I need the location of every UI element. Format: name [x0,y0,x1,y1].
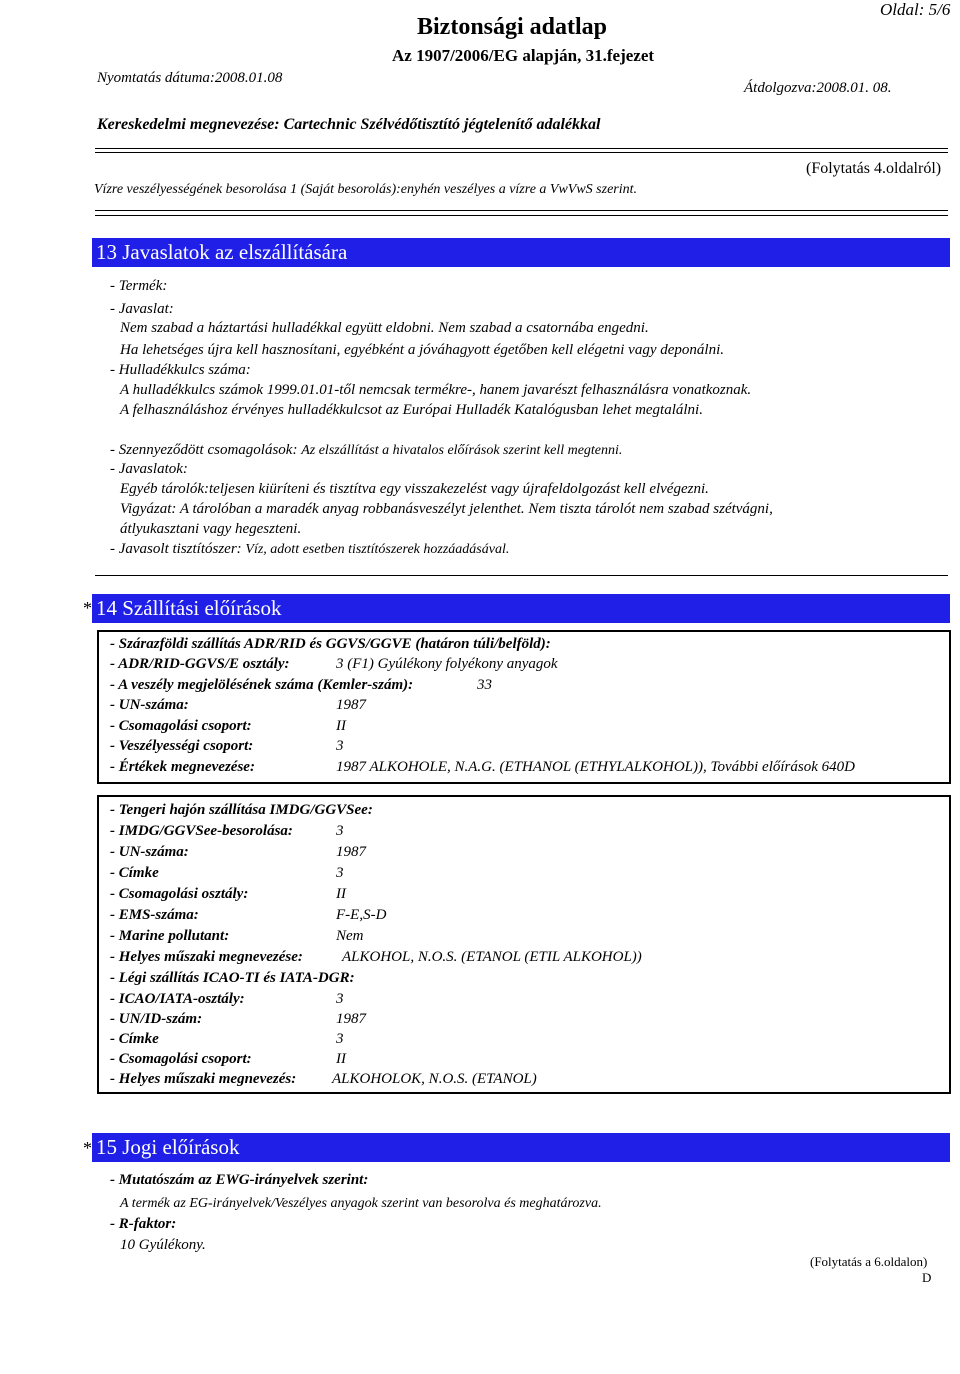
continued-from: (Folytatás 4.oldalról) [806,160,942,177]
sea-row-value: 3 [336,823,344,839]
r-factor-value: 10 Gyúlékony. [120,1237,206,1253]
print-date: Nyomtatás dátuma:2008.01.08 [97,70,283,86]
change-marker-14: * [83,598,92,618]
ewg-value: A termék az EG-irányelvek/Veszélyes anyagok szerint van besorolva és meghatározva. [120,1196,602,1211]
section-13-divider [95,575,948,576]
trade-name: Kereskedelmi megnevezése: Cartechnic Szélvédőtisztító jégtelenítő adalékkal [97,116,601,133]
sea-row-value: F-E,S-D [336,907,387,923]
sea-row-value: Nem [336,928,364,944]
land-row-value: II [336,717,346,734]
air-row-value: 3 [336,991,344,1007]
land-row-value: 3 [336,738,344,754]
contaminated-label: - Szennyeződött csomagolások: [110,442,298,458]
sea-row-label: - Csomagolási osztály: [110,886,249,902]
sea-row-value: II [336,886,346,902]
r-factor-label: - R-faktor: [110,1216,177,1232]
air-transport-title: - Légi szállítás ICAO-TI és IATA-DGR: [110,970,355,986]
regulation-line: Az 1907/2006/EG alapján, 31.fejezet [392,46,655,65]
section-14-header [92,594,950,623]
air-row-label: - ICAO/IATA-osztály: [110,991,245,1007]
section-15-header [92,1133,950,1162]
contaminated-packaging [110,442,622,459]
sea-row-label: - EMS-száma: [110,907,199,923]
change-marker-15: * [83,1138,92,1158]
water-hazard-class: Vízre veszélyességének besorolása 1 (Saját besorolás):enyhén veszélyes a vízre a VwVwS szerint. [94,182,638,197]
land-row-label: - Veszélyességi csoport: [110,738,254,754]
air-row-label: - Helyes műszaki megnevezés: [110,1071,297,1087]
header-divider [95,148,948,149]
header-divider-2 [95,152,948,153]
air-row-value: 3 [336,1031,344,1047]
divider-2 [95,215,948,216]
sea-row-label: - UN-száma: [110,844,189,860]
recommended-cleaner [110,541,509,558]
sea-row-value: 1987 [336,844,366,860]
land-row-value: 1987 ALKOHOLE, N.A.G. (ETHANOL (ETHYLALKOHOL)), További előírások 640D [336,758,855,775]
section-13-header [92,238,950,267]
divider [95,210,948,211]
land-row-value: 33 [477,676,492,693]
sea-transport-title: - Tengeri hajón szállítása IMDG/GGVSee: [110,802,373,818]
section-13-title: 13 Javaslatok az elszállítására [96,240,348,264]
waste-code-label: - Hulladékkulcs száma: [110,362,251,378]
land-row-label: - UN-száma: [110,697,189,713]
proposal-line-2: Ha lehetséges újra kell hasznosítani, egyébként a jóváhagyott égetőben kell elégetni vagy deponálni. [120,342,724,358]
air-row-value: 1987 [336,1011,366,1027]
product-label: - Termék: [110,278,168,294]
air-row-label: - Címke [110,1031,159,1047]
air-row-value: II [336,1051,346,1067]
land-row-label: - Csomagolási csoport: [110,717,252,734]
proposal-label: - Javaslat: [110,301,174,317]
document-title: Biztonsági adatlap [417,14,608,40]
sea-row-value: 3 [336,865,344,881]
sea-row-label: - Helyes műszaki megnevezése: [110,949,303,965]
air-row-value: ALKOHOLOK, N.O.S. (ETANOL) [332,1071,537,1087]
recommendation-line-3: átlyukasztani vagy hegeszteni. [120,521,302,537]
waste-code-line-2: A felhasználáshoz érvényes hulladékkulcsot az Európai Hulladék Katalógusban lehet megtalálni. [120,402,703,418]
proposal-line-1: Nem szabad a háztartási hulladékkal együtt eldobni. Nem szabad a csatornába engedni. [120,320,649,336]
air-row-label: - UN/ID-szám: [110,1011,203,1027]
sea-row-label: - Marine pollutant: [110,928,230,944]
recommendation-line-2: Vigyázat: A tárolóban a maradék anyag robbanásveszélyt jelenthet. Nem tiszta tárolót nem szabad szétvágni, [120,501,773,517]
language-letter: D [922,1270,932,1285]
recommendations-label: - Javaslatok: [110,461,188,477]
section-15-title: 15 Jogi előírások [96,1135,240,1159]
cleaner-label: - Javasolt tisztítószer: [110,541,242,557]
recommendation-line-1: Egyéb tárolók:teljesen kiüríteni és tisztítva egy visszakezelést vagy újrafeldolgozást kell elvégezni. [120,481,709,497]
revision-date: Átdolgozva:2008.01. 08. [744,80,892,96]
air-row-label: - Csomagolási csoport: [110,1051,252,1067]
land-row-label: - ADR/RID-GGVS/E osztály: [110,656,290,672]
land-transport-title: - Szárazföldi szállítás ADR/RID és GGVS/GGVE (határon túli/belföld): [110,636,551,652]
land-row-label: - A veszély megjelölésének száma (Kemler-szám): [110,676,414,693]
sea-row-label: - Címke [110,865,159,881]
cleaner-value: Víz, adott esetben tisztítószerek hozzáadásával. [245,542,510,557]
sea-row-label: - IMDG/GGVSee-besorolása: [110,823,293,839]
land-row-value: 3 (F1) Gyúlékony folyékony anyagok [336,656,558,672]
section-14-title: 14 Szállítási előírások [96,596,282,620]
contaminated-value: Az elszállítást a hivatalos előírások szerint kell megtenni. [301,443,623,458]
sea-row-value: ALKOHOL, N.O.S. (ETANOL (ETIL ALKOHOL)) [342,949,642,965]
page-number: Oldal: 5/6 [880,0,951,19]
land-row-label: - Értékek megnevezése: [110,758,255,775]
continued-on: (Folytatás a 6.oldalon) [810,1254,928,1269]
land-row-value: 1987 [336,697,366,713]
ewg-label: - Mutatószám az EWG-irányelvek szerint: [110,1172,369,1188]
waste-code-line-1: A hulladékkulcs számok 1999.01.01-től nemcsak termékre-, hanem javarészt felhasználásra vonatkoznak. [120,382,752,398]
